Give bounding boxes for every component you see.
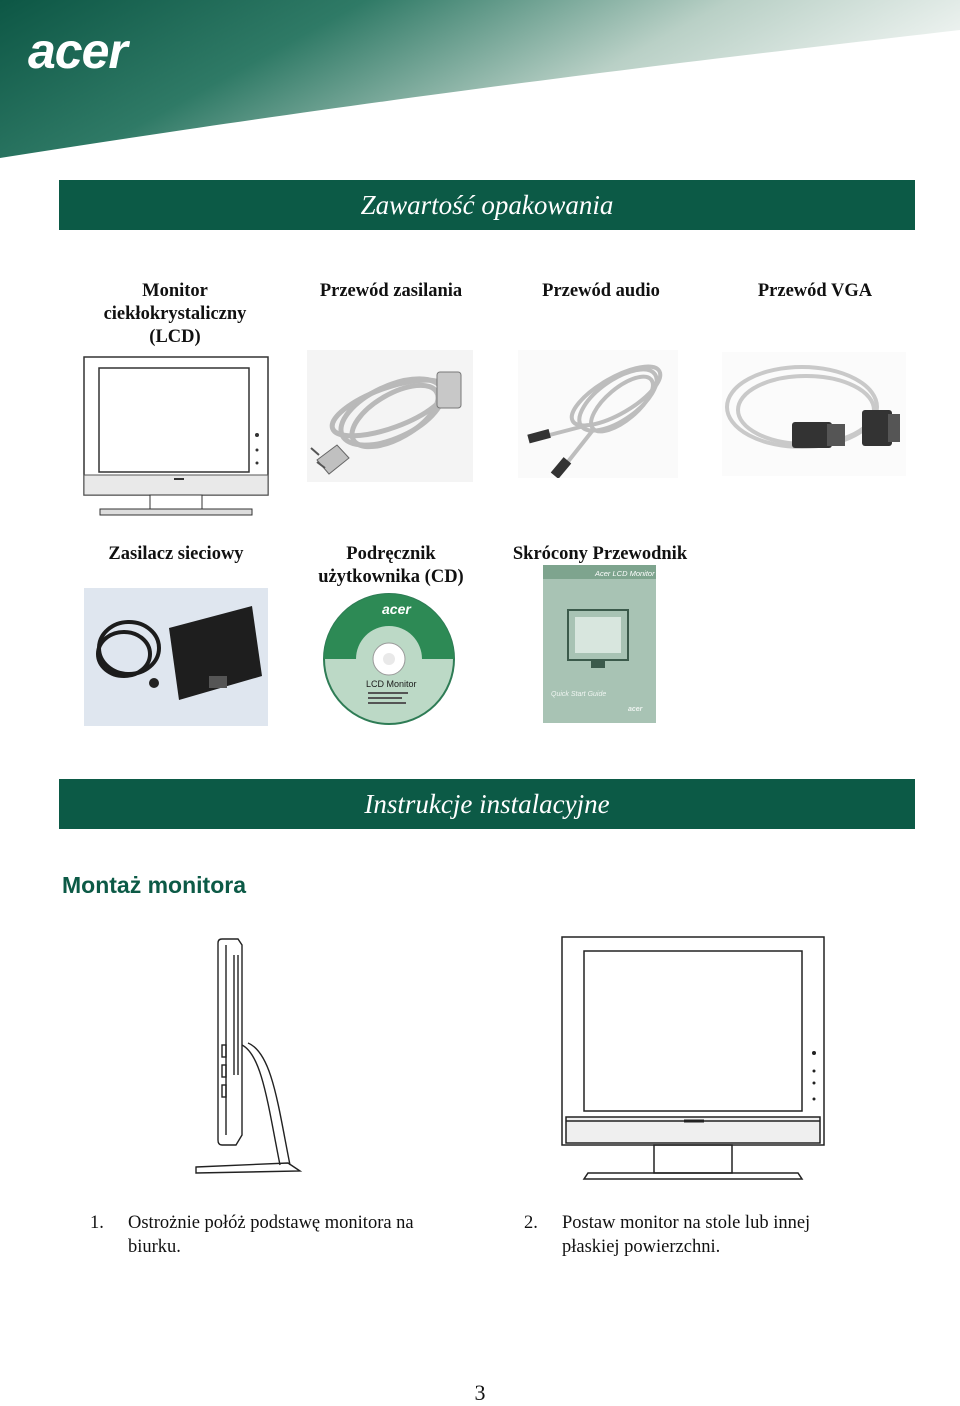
step-text: Postaw monitor na stole lub innej płaskiej powierzchni. xyxy=(562,1213,811,1257)
item-label-vga-cable: Przewód VGA xyxy=(757,281,873,301)
item-label-audio-cable: Przewód audio xyxy=(542,281,660,301)
lcd-monitor-icon xyxy=(82,355,272,520)
item-label-power-cord: Przewód zasilania xyxy=(319,281,463,301)
cd-title: LCD Monitor xyxy=(366,679,417,689)
section-package-contents xyxy=(59,180,915,230)
step-2 xyxy=(524,1211,864,1259)
power-cord-icon xyxy=(307,350,473,482)
item-label-ac-adapter: Zasilacz sieciowy xyxy=(108,544,244,564)
step-number: 2. xyxy=(524,1213,538,1233)
section-title: Zawartość opakowania xyxy=(360,189,614,220)
step-text: Ostrożnie połóż podstawę monitora na biurku. xyxy=(128,1213,414,1257)
cd-icon xyxy=(322,592,457,727)
acer-logo: acer xyxy=(28,23,127,79)
item-label-lcd-monitor: Monitor ciekłokrystaliczny (LCD) xyxy=(103,281,247,347)
section-install-instructions xyxy=(59,779,915,829)
guide-brand: acer xyxy=(628,706,643,713)
quick-guide-icon xyxy=(543,565,656,723)
item-label-quick-guide: Skrócony Przewodnik xyxy=(512,544,688,564)
item-label-user-manual-cd: Podręcznik użytkownika (CD) xyxy=(318,544,464,587)
monitor-side-view-icon xyxy=(192,935,304,1180)
audio-cable-icon xyxy=(518,350,678,478)
section-title: Instrukcje instalacyjne xyxy=(364,788,610,819)
page-number: 3 xyxy=(474,1380,486,1405)
ac-adapter-icon xyxy=(84,588,268,726)
header-band xyxy=(0,0,960,160)
guide-footer: Quick Start Guide xyxy=(551,691,607,698)
vga-cable-icon xyxy=(722,352,906,476)
assembly-heading: Montaż monitora xyxy=(62,872,246,898)
step-number: 1. xyxy=(90,1213,104,1233)
guide-header: Acer LCD Monitor xyxy=(595,569,655,578)
monitor-front-view-icon xyxy=(558,933,828,1183)
step-1 xyxy=(90,1211,460,1259)
cd-brand: acer xyxy=(382,601,411,617)
